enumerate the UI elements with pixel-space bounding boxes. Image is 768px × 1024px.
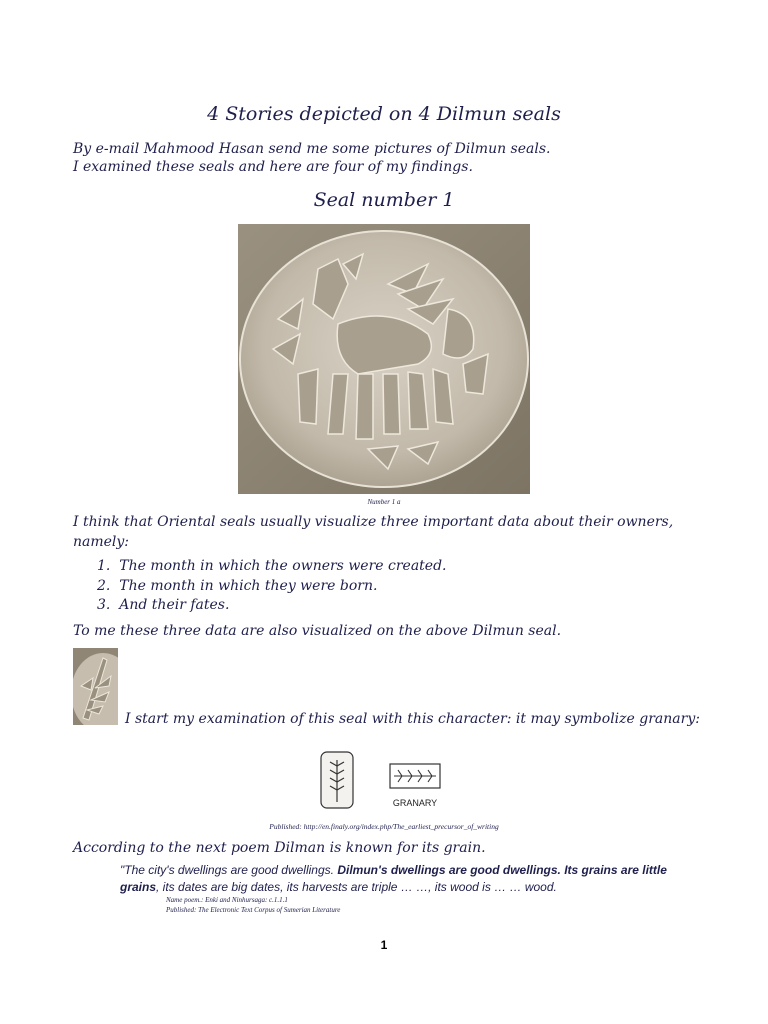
list-item: 3. And their fates. bbox=[97, 597, 230, 613]
poem-quote bbox=[120, 862, 700, 896]
list-item: 1. The month in which the owners were created. bbox=[97, 558, 447, 574]
reference-published: Published: The Electronic Text Corpus of Sumerian Literature bbox=[166, 906, 341, 914]
published-source-1: Published: http://en.finaly.org/index.php/The_earliest_precursor_of_writing bbox=[269, 822, 499, 831]
seal-caption: Number 1 a bbox=[367, 498, 401, 506]
intro-line-1: By e-mail Mahmood Hasan send me some pictures of Dilmun seals. bbox=[73, 141, 551, 157]
seal-photo bbox=[238, 224, 530, 494]
paragraph-granary: I start my examination of this seal with this character: it may symbolize granary: bbox=[125, 711, 700, 727]
intro-line-2: I examined these seals and here are four of my findings. bbox=[73, 159, 473, 175]
data-list bbox=[97, 557, 447, 616]
list-item: 2. The month in which they were born. bbox=[97, 577, 378, 594]
intro-text bbox=[73, 140, 550, 176]
paragraph-three-data: To me these three data are also visualized on the above Dilmun seal. bbox=[73, 623, 562, 639]
quote-part-1: "The city's dwellings are good dwellings. bbox=[120, 863, 338, 877]
paragraph-dilman-grain: According to the next poem Dilman is known for its grain. bbox=[73, 840, 486, 856]
poem-references bbox=[166, 895, 340, 915]
seal-photo-drawing bbox=[238, 224, 530, 494]
quote-part-2: , its dates are big dates, its harvests are triple … …, its wood is … … wood. bbox=[156, 880, 557, 894]
paragraph-oriental-seals: I think that Oriental seals usually visualize three important data about their owners, namely: bbox=[73, 514, 674, 550]
granary-sign-figure bbox=[318, 748, 450, 814]
granary-label: GRANARY bbox=[392, 798, 438, 808]
page-number: 1 bbox=[380, 938, 388, 952]
reference-name-poem: Name poem.: Enki and Ninhursaga: c.1.1.1 bbox=[166, 896, 288, 904]
seal-heading: Seal number 1 bbox=[313, 189, 455, 211]
quote-bold: Dilmun's dwellings are good dwellings. Its grains are little grains bbox=[120, 863, 667, 894]
page-title: 4 Stories depicted on 4 Dilmun seals bbox=[207, 103, 561, 125]
granary-sign-drawing bbox=[318, 748, 450, 814]
